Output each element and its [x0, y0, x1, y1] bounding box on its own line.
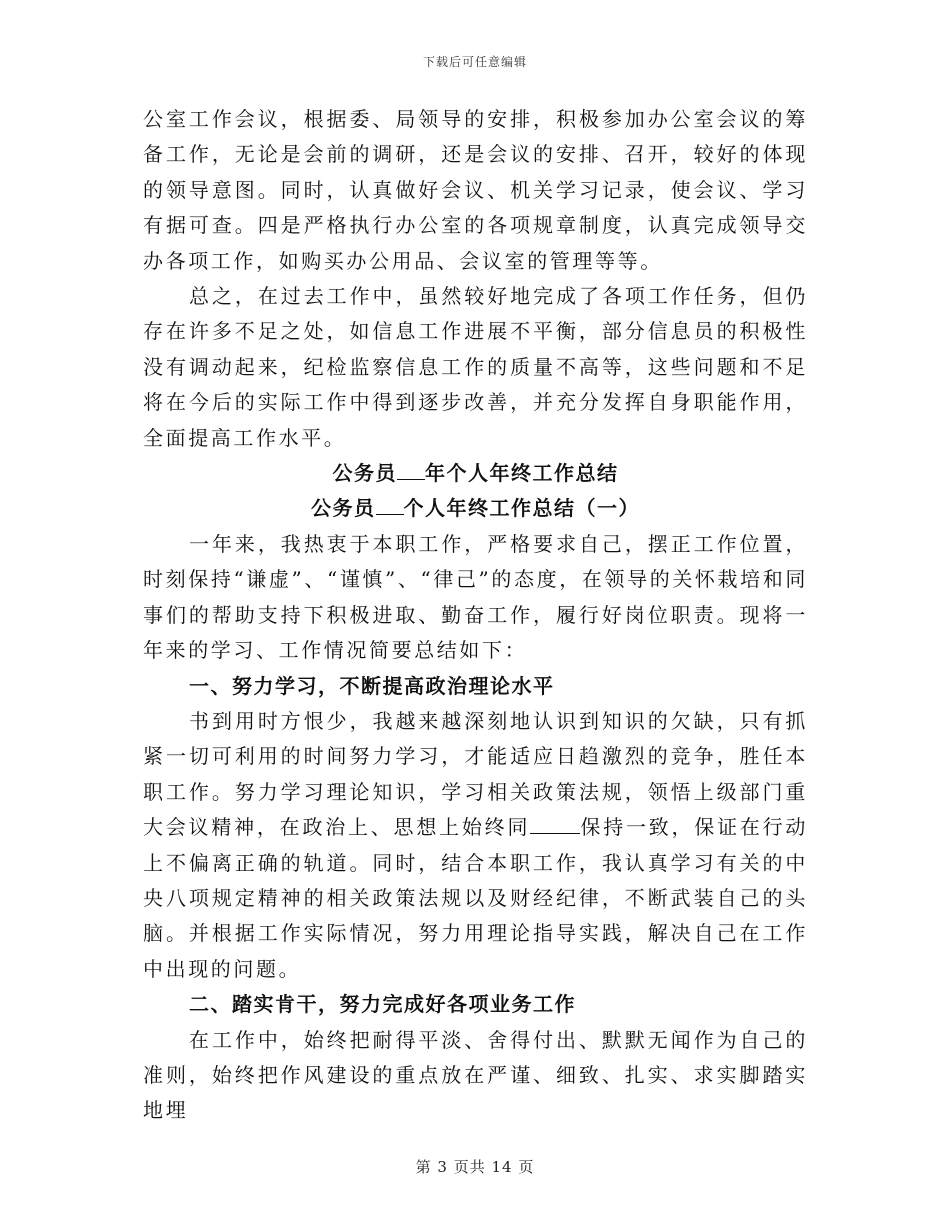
paragraph-4-blank — [530, 815, 580, 834]
section-title-blank — [376, 496, 404, 515]
paragraph-5: 在工作中，始终把耐得平淡、舍得付出、默默无闻作为自己的准则，始终把作风建设的重点放在严谨、细致、扎实、求实脚踏实地埋 — [143, 1027, 808, 1123]
document-title — [143, 456, 808, 491]
section-title-suffix: 个人年终工作总结（一） — [403, 496, 640, 521]
paragraph-4 — [143, 704, 808, 987]
heading-1: 一、努力学习，不断提高政治理论水平 — [189, 673, 555, 698]
paragraph-4-part-a: 书到用时方恨少，我越来越深刻地认识到知识的欠缺，只有抓紧一切可利用的时间努力学习，才能适应日趋激烈的竞争，胜任本职工作。努力学习理论知识，学习相关政策法规，领悟上级部门重大会议精神，在政治上、思想上始终同 — [143, 708, 808, 840]
paragraph-4-part-b: 保持一致，保证在行动上不偏离正确的轨道。同时，结合本职工作，我认真学习有关的中央八项规定精神的相关政策法规以及财经纪律，不断武装自己的头脑。并根据工作实际情况，努力用理论指导实践，解决自己在工作中出现的问题。 — [143, 815, 809, 981]
page-footer: 第 3 页共 14 页 — [415, 1158, 535, 1176]
page-header: 下载后可任意编辑 — [422, 55, 527, 69]
title-prefix: 公务员 — [332, 461, 397, 486]
title-blank — [397, 461, 425, 480]
heading-2: 二、踏实肯干，努力完成好各项业务工作 — [189, 992, 576, 1017]
document-body — [143, 102, 808, 1129]
paragraph-1: 公室工作会议，根据委、局领导的安排，积极参加办公室会议的筹备工作，无论是会前的调研，还是会议的安排、召开，较好的体现的领导意图。同时，认真做好会议、机关学习记录，使会议、学习有据可查。四是严格执行办公室的各项规章制度，认真完成领导交办各项工作，如购买办公用品、会议室的管理等等。 — [143, 107, 808, 273]
section-title-prefix: 公务员 — [311, 496, 376, 521]
paragraph-3: 一年来，我热衷于本职工作，严格要求自己，摆正工作位置，时刻保持“谦虚”、“谨慎”、“律己”的态度，在领导的关怀栽培和同事们的帮助支持下积极进取、勤奋工作，履行好岗位职责。现将一年来的学习、工作情况简要总结如下： — [143, 531, 808, 663]
section-title — [143, 491, 808, 526]
title-suffix: 年个人年终工作总结 — [425, 461, 619, 486]
paragraph-2: 总之，在过去工作中，虽然较好地完成了各项工作任务，但仍存在许多不足之处，如信息工作进展不平衡，部分信息员的积极性没有调动起来，纪检监察信息工作的质量不高等，这些问题和不足将在今后的实际工作中得到逐步改善，并充分发挥自身职能作用，全面提高工作水平。 — [143, 284, 808, 450]
